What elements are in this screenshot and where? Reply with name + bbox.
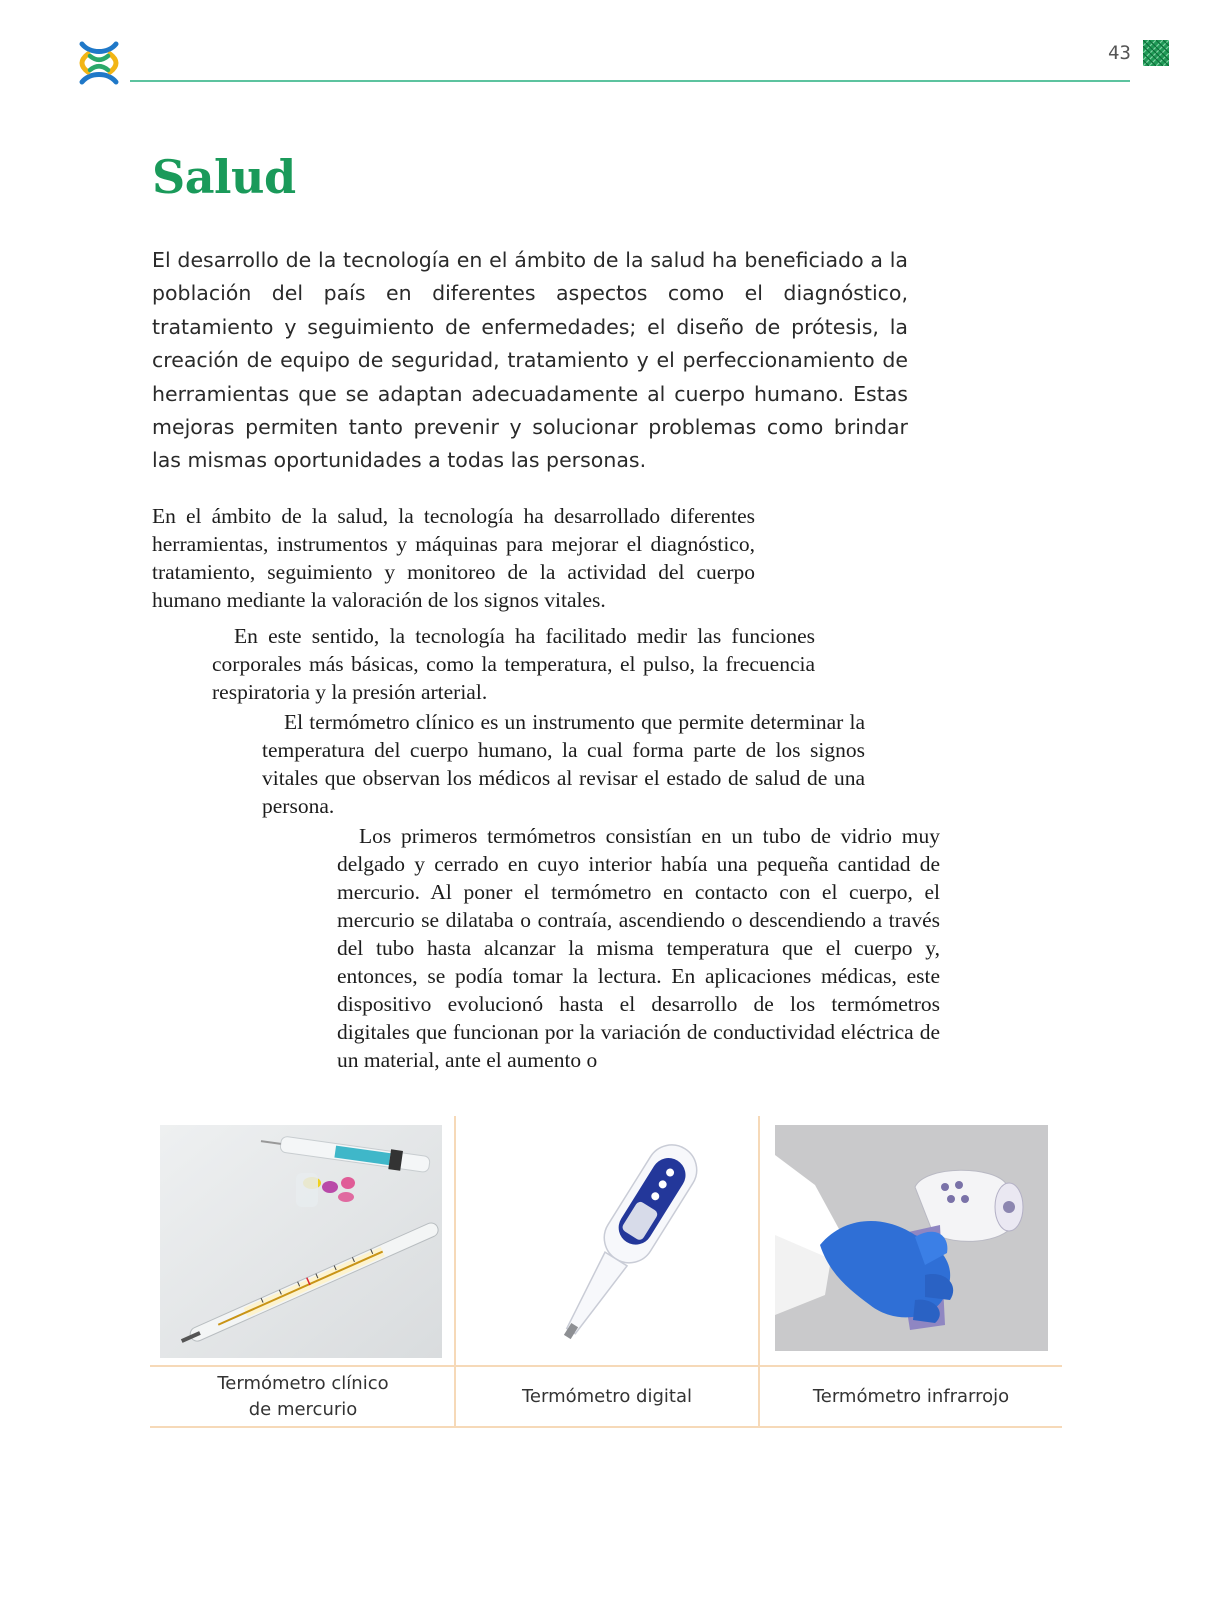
body-paragraph-1: En el ámbito de la salud, la tecnología ha desarrollado diferentes herramientas, instrumentos y máquinas para mejorar el diagnóstico, tratamiento, seguimiento y monitoreo de la actividad del cuerpo humano mediante la valoración de los signos vitales. bbox=[152, 504, 755, 612]
body-paragraph-2: En este sentido, la tecnología ha facilitado medir las funciones corporales más básicas, como la temperatura, el pulso, la frecuencia respiratoria y la presión arterial. bbox=[212, 624, 815, 704]
figure-caption-3 bbox=[760, 1368, 1062, 1426]
body-paragraph-4: Los primeros termómetros consistían en un tubo de vidrio muy delgado y cerrado en cuyo interior había una pequeña cantidad de mercurio. Al poner el termómetro en contacto con el cuerpo, el mercurio se dilataba o contraía, ascendiendo o descendiendo a través del tubo hasta alcanzar la misma temperatura que el cuerpo y, entonces, se podía tomar la lectura. En aplicaciones médicas, este dispositivo evolucionó hasta el desarrollo de los termómetros digitales que funcionan por la variación de conductividad eléctrica de un material, ante el aumento o bbox=[337, 824, 940, 1072]
intro-paragraph: El desarrollo de la tecnología en el ámbito de la salud ha beneficiado a la población del país en diferentes aspectos como el diagnóstico, tratamiento y seguimiento de enfermedades; el diseño de prótesis, la creación de equipo de seguridad, tratamiento y el perfeccionamiento de herramientas que se adaptan adecuadamente al cuerpo humano. Estas mejoras permiten tanto prevenir y solucionar problemas como brindar las mismas oportunidades a todas las personas. bbox=[152, 248, 908, 473]
figure-caption-text: Termómetro digital bbox=[522, 1386, 692, 1407]
infrared-thermometer-photo bbox=[775, 1125, 1048, 1351]
page-title: Salud bbox=[152, 150, 296, 204]
green-pattern-icon bbox=[1143, 40, 1169, 66]
figure-caption-text: Termómetro clínico de mercurio bbox=[217, 1373, 389, 1420]
page-number: 43 bbox=[1108, 42, 1131, 64]
dna-helix-icon bbox=[76, 40, 122, 86]
mercury-thermometer-photo bbox=[160, 1125, 442, 1358]
figure-rule-bottom bbox=[150, 1426, 1062, 1428]
digital-thermometer-photo bbox=[500, 1125, 720, 1357]
figure-caption-2 bbox=[456, 1368, 758, 1426]
figure-rule-top bbox=[150, 1365, 1062, 1367]
figure-caption-1 bbox=[152, 1368, 454, 1426]
header-rule bbox=[130, 80, 1130, 82]
figure-caption-text: Termómetro infrarrojo bbox=[812, 1386, 1010, 1407]
body-paragraph-3: El termómetro clínico es un instrumento que permite determinar la temperatura del cuerpo humano, la cual forma parte de los signos vitales que observan los médicos al revisar el estado de salud de una persona. bbox=[262, 710, 865, 818]
